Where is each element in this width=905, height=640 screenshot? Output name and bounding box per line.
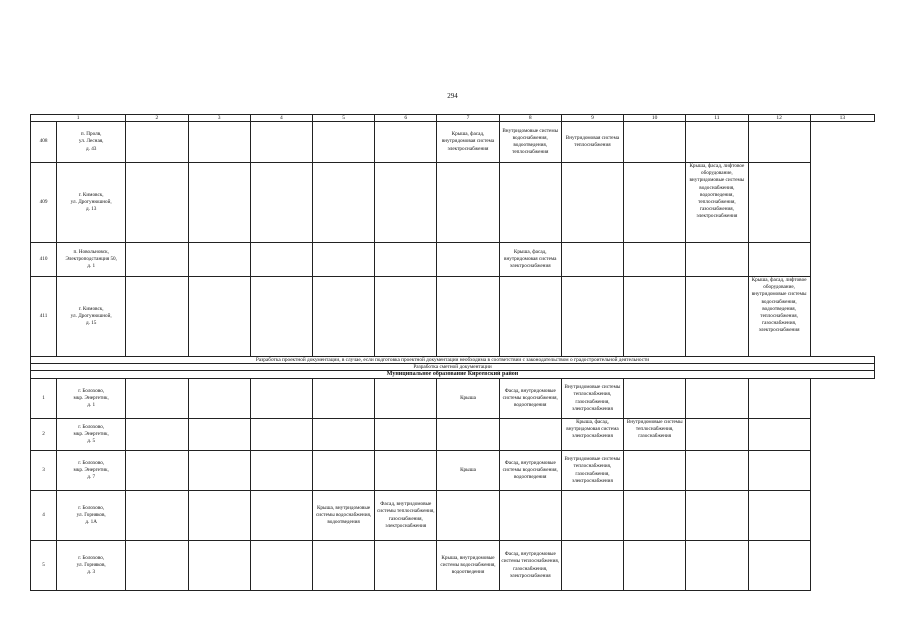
column-header-9: 9 [561,115,623,122]
row-address: г. Болохово, мкр. Энергетик, д. 7 [57,451,126,491]
row-address: г. Кимовск, ул. Дрогунюшной, д. 15 [57,277,126,357]
row-address: п. Пролв, ул. Лесная, д. 43 [57,122,126,163]
row-address: г. Болохово, мкр. Энергетик, д. 1 [57,379,126,419]
column-header-8: 8 [499,115,561,122]
row-number: 409 [31,163,57,243]
column-header-5: 5 [312,115,374,122]
row-number: 411 [31,277,57,357]
column-header-6: 6 [375,115,437,122]
spanning-line-design: Разработка проектной документации, в случае, если подготовка проектной документации необходима в соответствии с законодательством о градостроительной деятельности [31,357,875,364]
row-address: г. Болохово, ул. Горняков, д. 1А [57,491,126,541]
row-number: 5 [31,541,57,591]
work-cell: Фасад, внутридомовые системы теплоснабжения, газоснабжения, электроснабжения [499,541,561,591]
row-number: 4 [31,491,57,541]
spanning-line-estimate: Разработка сметной документации [31,364,875,371]
table-row [31,379,875,419]
row-number: 2 [31,419,57,451]
column-header-13: 13 [810,115,874,122]
spanning-row [31,357,875,364]
schedule-table [30,114,875,591]
work-cell: Крыша, фасад, внутридомовая система электроснабжения [499,243,561,277]
table-row [31,163,875,243]
row-number: 410 [31,243,57,277]
work-cell: Внутридомовые системы теплоснабжения, газоснабжения [624,419,686,451]
work-cell: Крыша, фасад, лифтовое оборудование, внутридомовые системы водоснабжения, водоотведения, теплоснабжения, газоснабжения, электроснабжения [748,277,810,357]
work-cell: Фасад, внутридомовые системы водоснабжения, водоотведения [499,451,561,491]
column-header-3: 3 [188,115,250,122]
work-cell: Внутридомовая система теплоснабжения [561,122,623,163]
table-row [31,419,875,451]
row-number: 3 [31,451,57,491]
work-cell: Крыша, внутридомовые системы водоснабжения, водоотведения [312,491,374,541]
table-row [31,277,875,357]
work-cell: Крыша [437,451,499,491]
column-header-4: 4 [250,115,312,122]
work-cell: Внутридомовые системы водоснабжения, водоотведения, теплоснабжения [499,122,561,163]
row-address: г. Болохово, ул. Горняков, д. 3 [57,541,126,591]
row-address: г. Кимовск, ул. Дрогунюшной, д. 13 [57,163,126,243]
work-cell: Фасад, внутридомовые системы водоснабжения, водоотведения [499,379,561,419]
column-header-12: 12 [748,115,810,122]
spanning-row [31,364,875,371]
page-number: 294 [447,92,458,100]
row-address: г. Болохово, мкр. Энергетик, д. 5 [57,419,126,451]
table-row [31,122,875,163]
column-number-row [31,115,875,122]
section-title: Муниципальное образование Киреевский район [31,371,875,379]
column-header-10: 10 [624,115,686,122]
work-cell: Крыша, внутридомовые системы водоснабжения, водоотведения [437,541,499,591]
row-number: 408 [31,122,57,163]
row-number: 1 [31,379,57,419]
work-cell: Крыша, фасад, лифтовое оборудование, внутридомовые системы водоснабжения, водоотведения, теплоснабжения, газоснабжения, электроснабжения [686,163,748,243]
table-row [31,451,875,491]
column-header-2: 2 [126,115,188,122]
column-header-11: 11 [686,115,748,122]
section-row [31,371,875,379]
work-cell: Внутридомовые системы теплоснабжения, газоснабжения, электроснабжения [561,451,623,491]
work-cell: Крыша [437,379,499,419]
work-cell: Крыша, фасад, внутридомовая система электроснабжения [561,419,623,451]
row-address: п. Новольновск, Электроподстанция 50, д. 1 [57,243,126,277]
column-header-7: 7 [437,115,499,122]
work-cell: Внутридомовые системы теплоснабжения, газоснабжения, электроснабжения [561,379,623,419]
table-row [31,491,875,541]
work-cell: Фасад, внутридомовые системы теплоснабжения, газоснабжения, электроснабжения [375,491,437,541]
table-row [31,243,875,277]
table-row [31,541,875,591]
work-cell: Крыша, фасад, внутридомовая система электроснабжения [437,122,499,163]
column-header-1: 1 [31,115,126,122]
